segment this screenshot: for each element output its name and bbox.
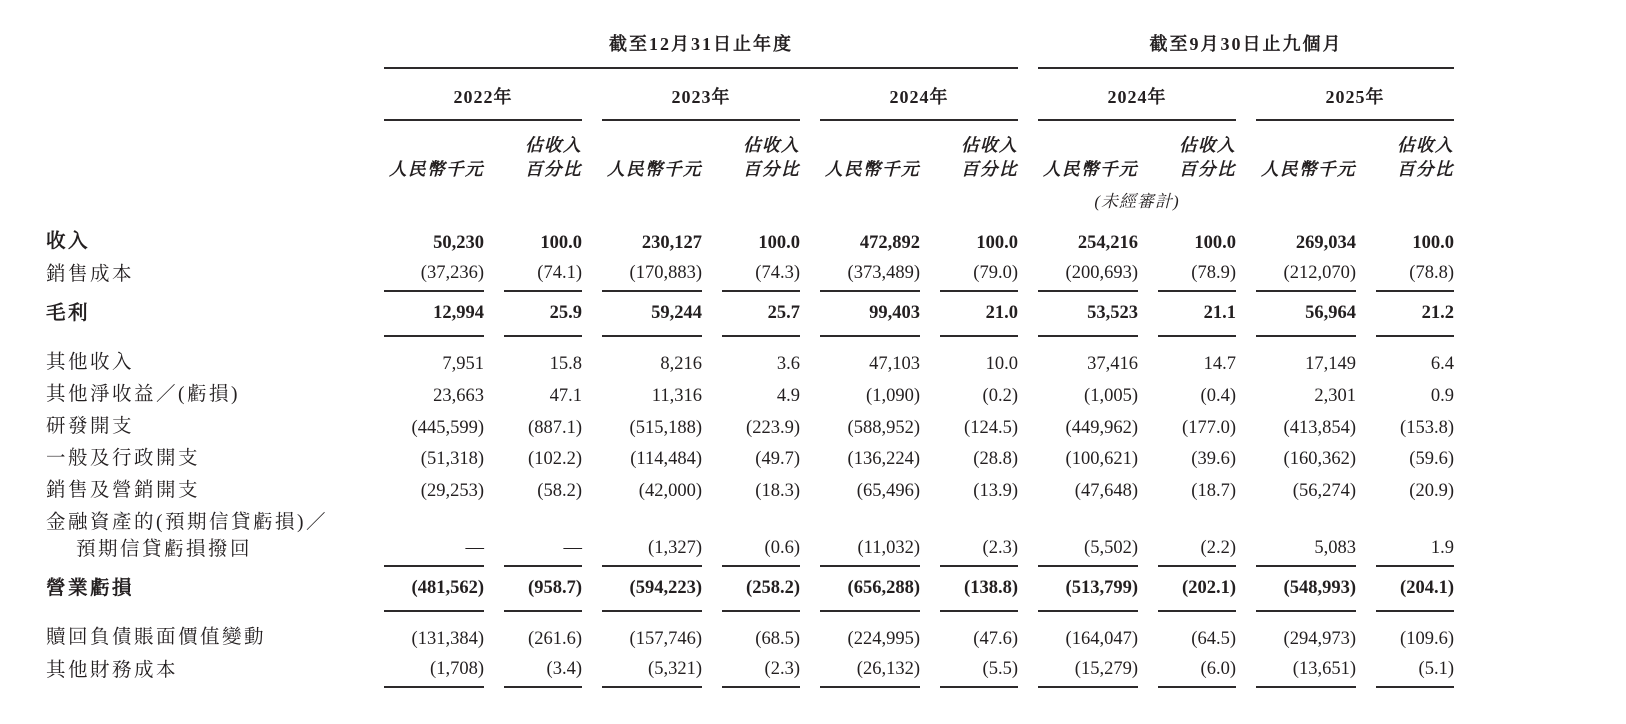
row-label: 營業虧損 [46,578,135,600]
value-cell: (51,318) [420,449,484,470]
corner-spacer [46,184,364,216]
value-cell: (65,496) [856,481,920,502]
year-header-row [46,69,1454,121]
value-cell: (958.7) [504,567,582,613]
value-cell: 21.2 [1376,292,1454,338]
row-label: 收入 [46,231,91,253]
table-row [46,412,1454,444]
value-cell: 21.0 [940,292,1018,338]
value-cell: (1,708) [384,655,484,688]
table-row [46,655,1454,688]
value-cell: (78.8) [1376,259,1454,292]
value-cell: 14.7 [1203,353,1236,374]
value-cell: (26,132) [820,655,920,688]
value-cell: (5.5) [940,655,1018,688]
value-cell: (212,070) [1256,259,1356,292]
value-cell: (6.0) [1158,655,1236,688]
year-header-9m-2024: 2024年 [1038,69,1236,121]
value-cell: (64.5) [1191,628,1236,649]
table-row [46,380,1454,412]
value-cell: 100.0 [758,232,800,253]
column-header-row [46,121,1454,184]
value-cell: 5,083 [1256,508,1356,567]
corner-spacer [46,121,364,184]
table-row [46,259,1454,292]
value-cell: 15.8 [549,353,582,374]
value-cell: (114,484) [630,449,702,470]
value-cell: 47,103 [869,353,920,374]
value-cell: (78.9) [1158,259,1236,292]
value-cell: (413,854) [1283,417,1356,438]
corner-spacer [46,69,364,121]
value-cell: 56,964 [1256,292,1356,338]
value-cell: 4.9 [776,385,800,406]
value-cell: (56,274) [1292,481,1356,502]
value-cell: 100.0 [976,232,1018,253]
row-label: 其他淨收益／(虧損) [46,384,240,406]
value-cell: (13,651) [1256,655,1356,688]
value-cell: (74.3) [722,259,800,292]
value-cell: (13.9) [973,481,1018,502]
value-cell: (294,973) [1283,628,1356,649]
value-cell: (160,362) [1283,449,1356,470]
row-label: 毛利 [46,303,91,325]
value-cell: (449,962) [1065,417,1138,438]
value-cell: (261.6) [528,628,582,649]
column-header-amount: 人民幣千元 [389,158,484,179]
value-cell: 230,127 [641,232,702,253]
value-cell: (124.5) [964,417,1018,438]
value-cell: 3.6 [776,353,800,374]
year-header-2023: 2023年 [602,69,800,121]
value-cell: 10.0 [985,353,1018,374]
table-row [46,444,1454,476]
value-cell: (11,032) [820,508,920,567]
value-cell: (157,746) [629,628,702,649]
table-row [46,567,1454,613]
unaudited-row [46,184,1454,216]
value-cell: (223.9) [746,417,800,438]
value-cell: 8,216 [660,353,702,374]
value-cell: (513,799) [1038,567,1138,613]
value-cell: (136,224) [847,449,920,470]
value-cell: (109.6) [1400,628,1454,649]
column-header-percent: 佔收入 百分比 [961,134,1018,179]
value-cell: 17,149 [1305,353,1356,374]
value-cell: 59,244 [602,292,702,338]
value-cell: (18.3) [755,481,800,502]
column-header-percent: 佔收入 百分比 [743,134,800,179]
value-cell: 1.9 [1376,508,1454,567]
value-cell: 100.0 [540,232,582,253]
value-cell: 0.9 [1430,385,1454,406]
value-cell: (49.7) [755,449,800,470]
column-header-amount: 人民幣千元 [1261,158,1356,179]
value-cell: (68.5) [755,628,800,649]
section-header-annual: 截至12月31日止年度 [384,30,1018,69]
value-cell: (177.0) [1182,417,1236,438]
value-cell: 23,663 [433,385,484,406]
column-header-amount: 人民幣千元 [1043,158,1138,179]
value-cell: (74.1) [504,259,582,292]
value-cell: 100.0 [1194,232,1236,253]
column-header-amount: 人民幣千元 [825,158,920,179]
section-header-row [46,30,1454,69]
value-cell: (0.2) [982,385,1018,406]
value-cell: (2.2) [1158,508,1236,567]
value-cell: (79.0) [940,259,1018,292]
value-cell: (373,489) [820,259,920,292]
value-cell: (170,883) [602,259,702,292]
value-cell: (594,223) [602,567,702,613]
value-cell: (445,599) [411,417,484,438]
value-cell: 11,316 [651,385,702,406]
value-cell: (1,327) [602,508,702,567]
value-cell: 25.7 [722,292,800,338]
value-cell: (1,005) [1084,385,1138,406]
value-cell: 50,230 [433,232,484,253]
value-cell: (29,253) [420,481,484,502]
value-cell: (131,384) [411,628,484,649]
value-cell: (15,279) [1038,655,1138,688]
column-header-percent: 佔收入 百分比 [1179,134,1236,179]
value-cell: (5.1) [1376,655,1454,688]
year-header-9m-2025: 2025年 [1256,69,1454,121]
value-cell: (5,321) [602,655,702,688]
value-cell: (0.6) [722,508,800,567]
table-row [46,292,1454,338]
value-cell: (164,047) [1065,628,1138,649]
year-header-2022: 2022年 [384,69,582,121]
value-cell: (200,693) [1038,259,1138,292]
value-cell: (138.8) [940,567,1018,613]
value-cell: (2.3) [722,655,800,688]
unaudited-note: (未經審計) [1094,191,1180,211]
value-cell: (0.4) [1200,385,1236,406]
value-cell: 12,994 [384,292,484,338]
table-row [46,476,1454,508]
value-cell: (5,502) [1038,508,1138,567]
table-row [46,612,1454,655]
value-cell: (2.3) [940,508,1018,567]
table-row [46,337,1454,380]
value-cell: (47,648) [1074,481,1138,502]
value-cell: (656,288) [820,567,920,613]
value-cell: (59.6) [1409,449,1454,470]
row-label: 一般及行政開支 [46,448,201,470]
year-header-2024: 2024年 [820,69,1018,121]
row-label: 其他收入 [46,352,135,374]
income-statement-table [26,30,1474,688]
value-cell: (515,188) [629,417,702,438]
corner-spacer [46,30,364,69]
value-cell: 21.1 [1158,292,1236,338]
value-cell: 269,034 [1295,232,1356,253]
spacer-cell [384,184,1018,216]
value-cell: (1,090) [866,385,920,406]
value-cell: (47.6) [973,628,1018,649]
value-cell: (42,000) [638,481,702,502]
value-cell: (102.2) [528,449,582,470]
section-header-nine-months: 截至9月30日止九個月 [1038,30,1454,69]
value-cell: (258.2) [722,567,800,613]
value-cell: 472,892 [859,232,920,253]
table-row [46,508,1454,567]
row-label: 研發開支 [46,416,135,438]
value-cell: 7,951 [442,353,484,374]
value-cell: (37,236) [384,259,484,292]
column-header-percent: 佔收入 百分比 [1397,134,1454,179]
value-cell: (39.6) [1191,449,1236,470]
value-cell: (153.8) [1400,417,1454,438]
value-cell: (202.1) [1158,567,1236,613]
value-cell: (28.8) [973,449,1018,470]
table-row [46,216,1454,259]
spacer-cell [1256,184,1454,216]
value-cell: (588,952) [847,417,920,438]
value-cell: (224,995) [847,628,920,649]
value-cell: — [504,508,582,567]
value-cell: 53,523 [1038,292,1138,338]
value-cell: — [384,508,484,567]
value-cell: 2,301 [1314,385,1356,406]
value-cell: (887.1) [528,417,582,438]
value-cell: 25.9 [504,292,582,338]
column-header-percent: 佔收入 百分比 [525,134,582,179]
value-cell: (204.1) [1376,567,1454,613]
value-cell: 254,216 [1077,232,1138,253]
value-cell: 37,416 [1087,353,1138,374]
row-label: 金融資產的(預期信貸虧損)／ 預期信貸虧損撥回 [46,511,328,560]
value-cell: (3.4) [504,655,582,688]
value-cell: (18.7) [1191,481,1236,502]
row-label: 銷售及營銷開支 [46,479,201,501]
value-cell: (481,562) [384,567,484,613]
value-cell: 6.4 [1430,353,1454,374]
value-cell: (548,993) [1256,567,1356,613]
value-cell: 47.1 [549,385,582,406]
row-label: 其他財務成本 [46,659,179,681]
row-label: 銷售成本 [46,263,135,285]
column-header-amount: 人民幣千元 [607,158,702,179]
row-label: 贖回負債賬面價值變動 [46,627,267,649]
value-cell: (58.2) [537,481,582,502]
value-cell: (100,621) [1065,449,1138,470]
value-cell: (20.9) [1409,481,1454,502]
value-cell: 99,403 [820,292,920,338]
value-cell: 100.0 [1412,232,1454,253]
